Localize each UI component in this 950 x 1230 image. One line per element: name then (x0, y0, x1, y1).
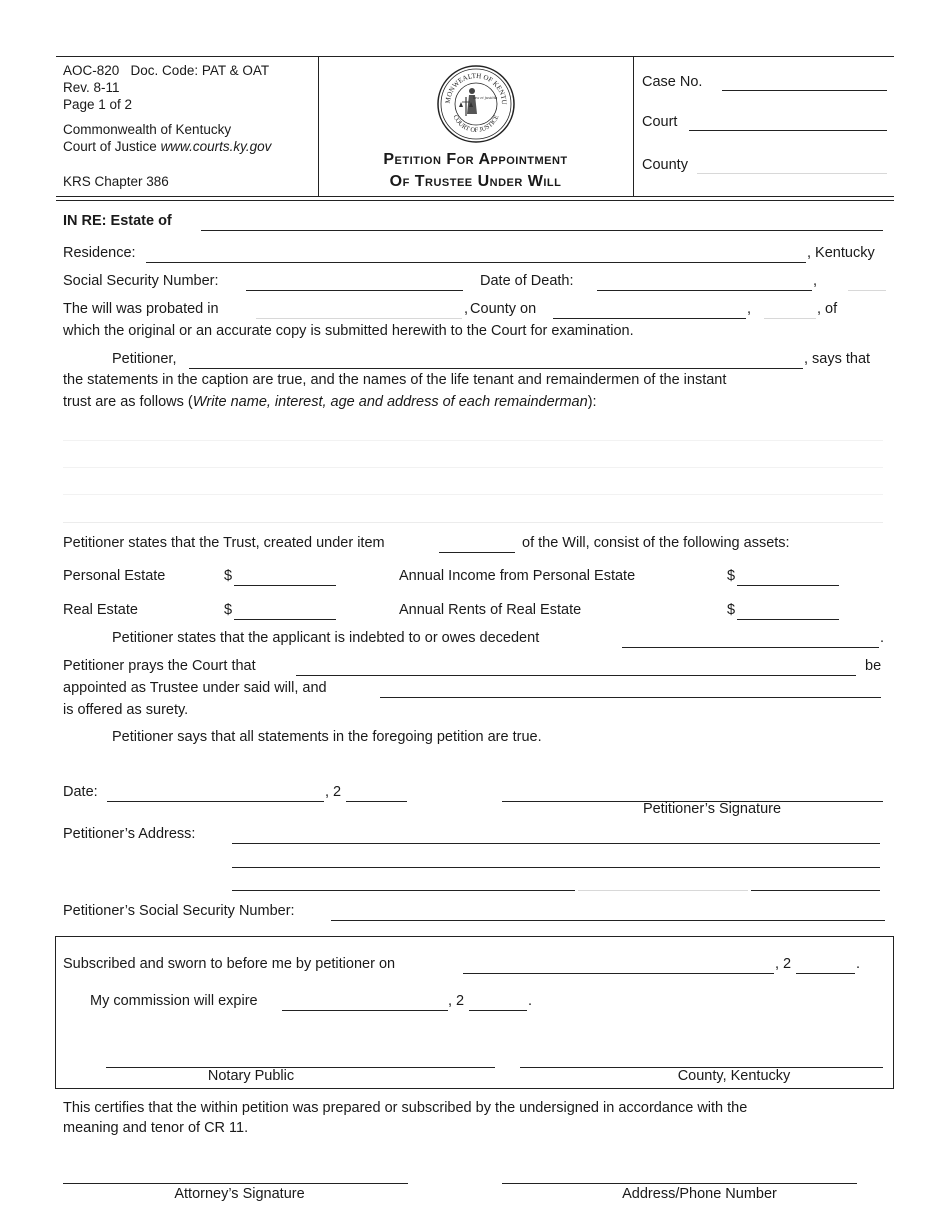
indebted-field[interactable] (622, 647, 879, 648)
date-of-death-label: Date of Death: (480, 273, 574, 289)
court-seal (436, 64, 516, 144)
commission-period: . (528, 993, 533, 1009)
probate-year-field[interactable] (764, 318, 816, 319)
prays-label: Petitioner prays the Court that (63, 658, 256, 674)
sworn-comma-2: , 2 (775, 956, 792, 972)
annual-income-label: Annual Income from Personal Estate (399, 568, 636, 584)
personal-estate-label: Personal Estate (63, 568, 166, 584)
website-link[interactable]: www.courts.ky.gov (160, 139, 272, 154)
remaindermen-line-1[interactable] (63, 440, 883, 441)
surety-field[interactable] (380, 697, 881, 698)
court-seal-icon (436, 64, 516, 144)
sworn-date-field[interactable] (463, 973, 774, 974)
header-bottom-rule (56, 196, 894, 197)
county-on-label: , County on (464, 301, 537, 317)
indebted-label: Petitioner states that the applicant is indebted to or owes decedent (112, 630, 540, 646)
annual-income-field[interactable] (737, 585, 839, 586)
court-field[interactable] (689, 130, 887, 131)
trust-states-label-a: Petitioner states that the Trust, created under item (63, 535, 385, 551)
trust-item-field[interactable] (439, 552, 515, 553)
be-label: be (865, 658, 882, 674)
appointed-label: appointed as Trustee under said will, and (63, 680, 327, 696)
commission-year-field[interactable] (469, 1010, 527, 1011)
remaindermen-line-2[interactable] (63, 467, 883, 468)
petitioner-address-label: Petitioner’s Address: (63, 826, 196, 842)
case-no-label: Case No. (642, 74, 703, 90)
notary-public-label: Notary Public (207, 1068, 295, 1084)
svg-text:COURT OF JUSTICE: COURT OF JUSTICE (451, 114, 501, 135)
remaindermen-line-3[interactable] (63, 494, 883, 495)
doc-code: Doc. Code: PAT & OAT (130, 63, 270, 78)
residence-field[interactable] (146, 262, 806, 263)
form-number-line (63, 62, 269, 79)
probate-date-field[interactable] (553, 318, 746, 319)
county-label: County (642, 157, 688, 173)
county-on-text: County on (470, 301, 537, 317)
real-estate-label: Real Estate (63, 602, 138, 618)
address-zip-field[interactable] (751, 890, 880, 891)
commission-comma-2: , 2 (448, 993, 465, 1009)
probate-comma: , (747, 301, 752, 317)
address-line-1[interactable] (232, 843, 880, 844)
page-number: Page 1 of 2 (63, 97, 133, 112)
trust-close: ): (587, 394, 597, 410)
court-label: Court (642, 114, 678, 130)
annual-rents-label: Annual Rents of Real Estate (399, 602, 582, 618)
dod-year-field[interactable] (848, 290, 886, 291)
svg-text:COMMONWEALTH OF KENTUCKY: MONWEALTH OF KENTU (443, 71, 509, 105)
date-of-death-field[interactable] (597, 290, 812, 291)
svg-text:law et justitia: law et justitia (472, 95, 498, 100)
kentucky-label: , Kentucky (807, 245, 875, 261)
in-re-label: IN RE: Estate of (63, 213, 172, 229)
surety-label: is offered as surety. (63, 702, 189, 718)
header-bottom-rule-2 (56, 200, 894, 201)
of-label: , of (817, 301, 838, 317)
indebted-period: . (880, 630, 885, 646)
petitioner-name-field[interactable] (189, 368, 803, 369)
form-title-line-2: Of Trustee Under Will (389, 173, 562, 190)
revision: Rev. 8-11 (63, 80, 120, 95)
subscribed-label: Subscribed and sworn to before me by petitioner on (63, 956, 396, 972)
court-of-justice: Court of Justice (63, 139, 157, 154)
personal-estate-field[interactable] (234, 585, 336, 586)
personal-estate-dollar: $ (224, 568, 233, 584)
statements-line: the statements in the caption are true, and the names of the life tenant and remaindermen of the instant (63, 372, 727, 388)
header-divider-right (633, 56, 634, 196)
annual-rents-field[interactable] (737, 619, 839, 620)
commission-label: My commission will expire (90, 993, 258, 1009)
petitioner-signature-label: Petitioner’s Signature (642, 801, 782, 817)
form-title-line-1: Petition For Appointment (383, 151, 568, 168)
trust-states-label-b: of the Will, consist of the following assets: (522, 535, 790, 551)
dod-comma: , (813, 273, 818, 289)
commonwealth-label: Commonwealth of Kentucky (63, 122, 232, 137)
estate-name-field[interactable] (201, 230, 883, 231)
annual-income-dollar: $ (727, 568, 736, 584)
address-city-field[interactable] (232, 890, 575, 891)
court-of-justice-line (63, 138, 271, 155)
county-field[interactable] (697, 173, 887, 174)
sworn-period: . (856, 956, 861, 972)
real-estate-field[interactable] (234, 619, 336, 620)
case-no-field[interactable] (722, 90, 887, 91)
address-phone-label: Address/Phone Number (622, 1186, 777, 1202)
ssn-field[interactable] (246, 290, 463, 291)
attorney-signature-label: Attorney’s Signature (174, 1186, 305, 1202)
county-kentucky-label: County, Kentucky (677, 1068, 791, 1084)
will-continued: which the original or an accurate copy is submitted herewith to the Court for examination. (63, 323, 634, 339)
certifies-line-1: This certifies that the within petition was prepared or subscribed by the undersigned in accordance with the (63, 1100, 748, 1116)
will-probated-label: The will was probated in (63, 301, 219, 317)
remaindermen-line-4[interactable] (63, 522, 883, 523)
sworn-year-field[interactable] (796, 973, 855, 974)
petitioner-ssn-field[interactable] (331, 920, 885, 921)
ssn-label: Social Security Number: (63, 273, 219, 289)
form-number: AOC-820 (63, 63, 120, 78)
date-year-field[interactable] (346, 801, 407, 802)
attorney-address-field[interactable] (502, 1183, 857, 1184)
date-comma-2: , 2 (325, 784, 342, 800)
krs-chapter: KRS Chapter 386 (63, 174, 169, 189)
commission-date-field[interactable] (282, 1010, 448, 1011)
petitioner-label: Petitioner, (112, 351, 177, 367)
trustee-name-field[interactable] (296, 675, 856, 676)
address-state-field[interactable] (578, 890, 748, 891)
trust-are-text: trust are as follows ( (63, 394, 193, 410)
date-label: Date: (63, 784, 98, 800)
trust-follows-line (63, 394, 597, 410)
address-line-2[interactable] (232, 867, 880, 868)
annual-rents-dollar: $ (727, 602, 736, 618)
residence-label: Residence: (63, 245, 136, 261)
real-estate-dollar: $ (224, 602, 233, 618)
petitioner-ssn-label: Petitioner’s Social Security Number: (63, 903, 295, 919)
probate-county-field[interactable] (256, 318, 462, 319)
trust-instructions: Write name, interest, age and address of each remainderman (192, 394, 588, 410)
attorney-signature-field[interactable] (63, 1183, 408, 1184)
header-top-rule (56, 56, 894, 57)
date-field[interactable] (107, 801, 324, 802)
certifies-line-2: meaning and tenor of CR 11. (63, 1120, 249, 1136)
says-that-label: , says that (804, 351, 871, 367)
says-all-statement: Petitioner says that all statements in the foregoing petition are true. (112, 729, 542, 745)
